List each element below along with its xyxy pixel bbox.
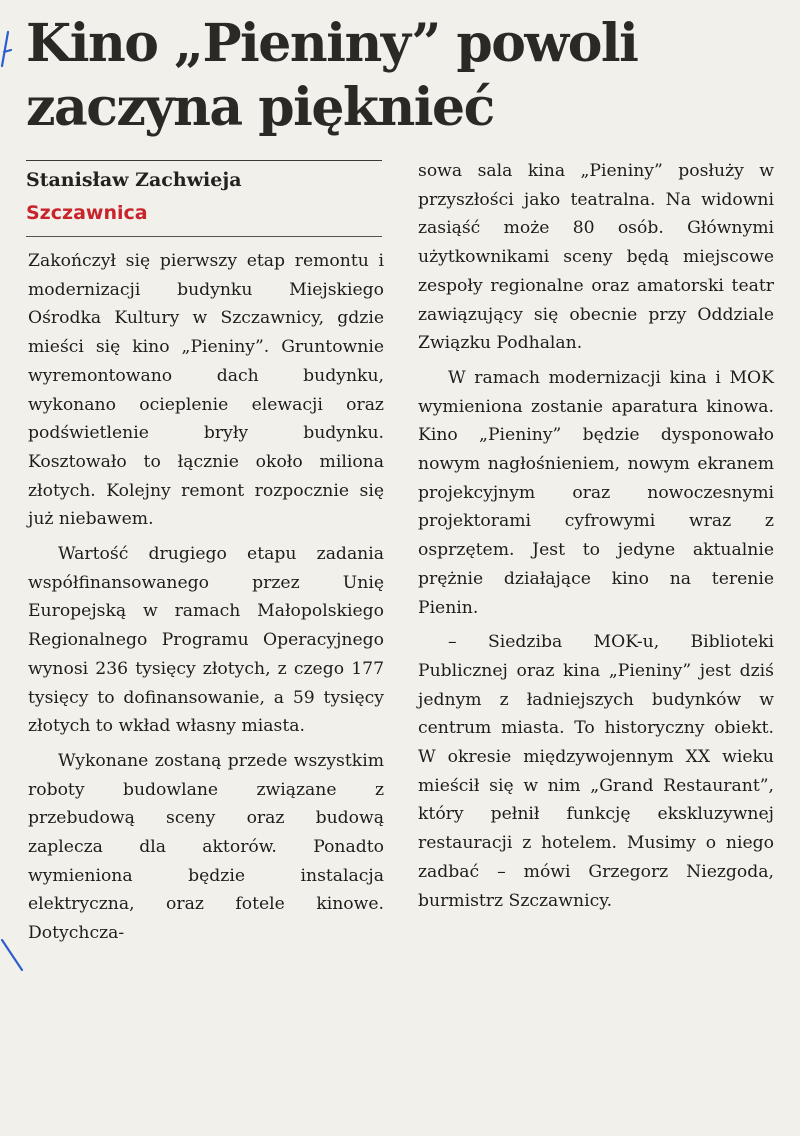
paragraph: W ramach modernizacji kina i MOK wymieniona zostanie aparatura kinowa. Kino „Pieniny” będzie dysponowało nowym nagłośnieniem, nowym ekranem projekcyjnym oraz nowoczesnymi projektorami cyfrowymi wraz z osprzętem. Jest to jedyne aktualnie prężnie działające kino na terenie Pienin. bbox=[418, 367, 774, 618]
byline-divider bbox=[26, 160, 382, 161]
article-column-left bbox=[28, 247, 384, 954]
paragraph: sowa sala kina „Pieniny” posłuży w przyszłości jako teatralna. Na widowni zasiąść może 80 osób. Głównymi użytkownikami sceny będą miejscowe zespoły regionalne oraz amatorski teatr zawiązujący się obecnie przy Oddziale Związku Podhalan. bbox=[418, 161, 774, 354]
pen-mark-icon bbox=[0, 28, 14, 68]
article-column-right bbox=[418, 157, 774, 921]
paragraph: Zakończył się pierwszy etap remontu i modernizacji budynku Miejskiego Ośrodka Kultury w Szczawnicy, gdzie mieści się kino „Pieniny”. Gruntownie wyremontowano dach budynku, wykonano ocieplenie elewacji oraz podświetlenie bryły budynku. Kosztowało to łącznie około miliona złotych. Kolejny remont rozpocznie się już niebawem. bbox=[28, 251, 384, 530]
headline bbox=[26, 12, 786, 140]
author-name: Stanisław Zachwieja bbox=[26, 169, 242, 191]
paragraph: Wykonane zostaną przede wszystkim roboty budowlane związane z przebudową sceny oraz budową zaplecza dla aktorów. Ponadto wymieniona będzie instalacja elektryczna, oraz fotele kinowe. Dotychcza- bbox=[28, 750, 384, 944]
location-label: Szczawnica bbox=[26, 202, 148, 224]
pen-stroke-icon bbox=[0, 938, 26, 974]
section-divider bbox=[26, 236, 382, 237]
paragraph: Wartość drugiego etapu zadania współfinansowanego przez Unię Europejską w ramach Małopolskiego Regionalnego Programu Operacyjnego wynosi 236 tysięcy złotych, z czego 177 tysięcy to dofinansowanie, a 59 tysięcy złotych to wkład własny miasta. bbox=[28, 544, 384, 737]
paragraph: – Siedziba MOK-u, Biblioteki Publicznej oraz kina „Pieniny” jest dziś jednym z ładniejszych budynków w centrum miasta. To historyczny obiekt. W okresie międzywojennym XX wieku mieścił się w nim „Grand Restaurant”, który pełnił funkcję ekskluzywnej restauracji z hotelem. Musimy o niego zadbać – mówi Grzegorz Niezgoda, burmistrz Szczawnicy. bbox=[418, 632, 774, 911]
headline-line-2: zaczyna pięknieć bbox=[26, 77, 494, 138]
headline-line-1: Kino „Pieniny” powoli bbox=[26, 13, 638, 74]
